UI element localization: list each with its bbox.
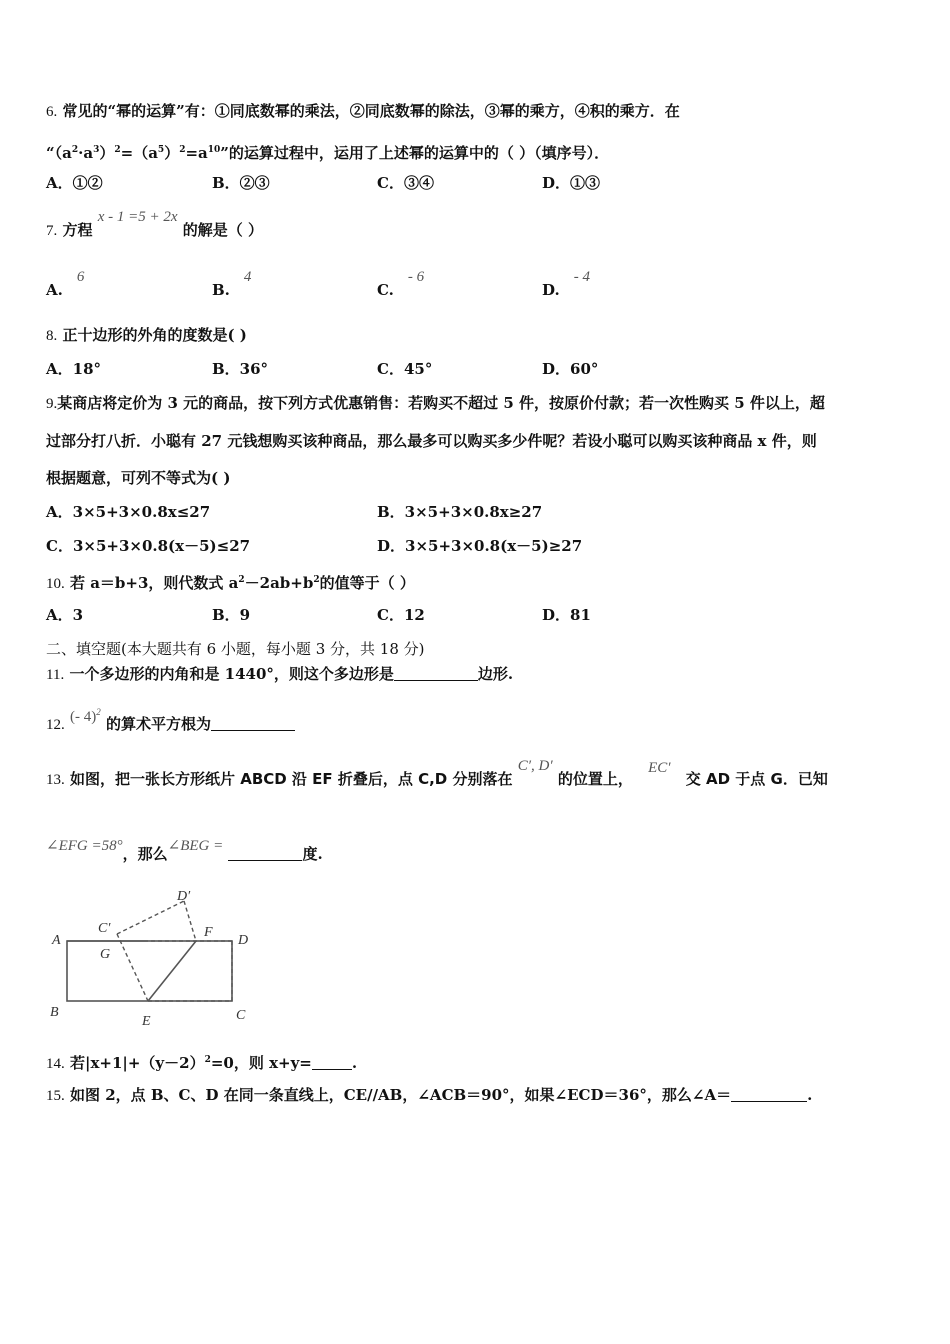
q14-answer-blank[interactable] — [312, 1055, 352, 1070]
q13-answer-blank[interactable] — [228, 846, 302, 861]
q11-answer-blank[interactable] — [394, 666, 478, 681]
q9-line2: 过部分打八折．小聪有 27 元钱想购买该种商品，那么最多可以购买多少件呢？若设小聪可以购买该种商品 x 件，则 — [46, 432, 817, 450]
q8-stem: 8. 正十边形的外角的度数是( ) — [46, 326, 247, 344]
q9-option-b: B．3×5+3×0.8x≥27 — [377, 503, 543, 521]
q7-option-a: A.6 — [46, 269, 85, 299]
q8-option-a: A．18° — [46, 360, 102, 378]
q8-option-b: B．36° — [212, 360, 269, 378]
q11-stem: 11. 一个多边形的内角和是 1440°，则这个多边形是 边形. — [46, 665, 514, 683]
folded-edge-ec — [117, 934, 148, 1001]
label-a: A — [52, 933, 61, 948]
q15-stem: 15. 如图 2，点 B、C、D 在同一条直线上，CE//AB，∠ACB＝90°，如果∠ECD＝36°，那么∠A＝ . — [46, 1086, 813, 1104]
q7-stem: 7. 方程 x - 1 =5 + 2x 的解是（ ） — [46, 209, 264, 239]
q6-option-a: A．①② — [46, 174, 103, 192]
label-b: B — [50, 1005, 59, 1020]
q13-line2: ∠EFG =58°，那么∠BEG = 度. — [46, 838, 323, 863]
rectangle-abcd-solid — [67, 941, 232, 1001]
q9-line1: 9.某商店将定价为 3 元的商品，按下列方式优惠销售：若购买不超过 5 件，按原价付款；若一次性购买 5 件以上，超 — [46, 394, 825, 412]
q12-stem: 12. (- 4)$^2$ 的算术平方根为 — [46, 710, 295, 735]
label-e: E — [142, 1014, 151, 1029]
q10-stem: 10. 若 a＝b+3，则代数式 $a^2-2ab+b^2$的值等于（ ） — [46, 574, 415, 592]
label-d: D — [238, 933, 249, 948]
q6-line1: 6. 常见的“幂的运算”有：①同底数幂的乘法，②同底数幂的除法，③幂的乘方，④积的乘方．在 — [46, 102, 680, 120]
q10-option-d: D．81 — [542, 606, 591, 624]
label-f: F — [204, 925, 213, 940]
q9-option-d: D．3×5+3×0.8(x－5)≥27 — [377, 537, 583, 555]
fold-line-ef — [148, 941, 196, 1001]
q8-option-c: C．45° — [377, 360, 433, 378]
q10-option-c: C．12 — [377, 606, 425, 624]
q12-answer-blank[interactable] — [211, 716, 295, 731]
section-heading: 二、填空题(本大题共有 6 小题，每小题 3 分，共 18 分) — [46, 640, 425, 658]
q10-option-b: B．9 — [212, 606, 251, 624]
q8-option-d: D．60° — [542, 360, 599, 378]
folded-edge-cd — [117, 901, 184, 934]
q10-option-a: A．3 — [46, 606, 84, 624]
q6-option-c: C．③④ — [377, 174, 434, 192]
label-c: C — [236, 1008, 246, 1023]
q13-line1: 13. 如图，把一张长方形纸片 ABCD 沿 EF 折叠后，点 C,D 分别落在 C′, D′ 的位置上， EC′ 交 AD 于点 G．已知 — [46, 758, 828, 788]
q9-option-a: A．3×5+3×0.8x≤27 — [46, 503, 211, 521]
q7-option-b: B.4 — [212, 269, 252, 299]
q6-option-b: B．②③ — [212, 174, 270, 192]
label-g: G — [100, 947, 111, 962]
q15-answer-blank[interactable] — [731, 1087, 807, 1102]
folded-edge-df — [184, 901, 196, 941]
label-c-prime: C′ — [98, 921, 111, 936]
folded-rectangle-figure — [46, 884, 266, 1034]
q7-option-d: D.- 4 — [542, 269, 590, 299]
label-d-prime: D′ — [177, 889, 191, 904]
q14-stem: 14. 若$|x+1|+(y-2)^2=0$，则 x+y= . — [46, 1054, 358, 1072]
q6-line2: “$(a^2\cdot a^3)^2=(a^5)^2=a^{10}$”的运算过程中，运用了上述幂的运算中的（ ）（填序号）． — [46, 144, 610, 162]
q9-line3: 根据题意，可列不等式为( ) — [46, 469, 231, 487]
q9-option-c: C．3×5+3×0.8(x－5)≤27 — [46, 537, 251, 555]
q7-equation: x - 1 =5 + 2x — [97, 209, 178, 225]
q6-option-d: D．①③ — [542, 174, 601, 192]
q7-option-c: C.- 6 — [377, 269, 425, 299]
